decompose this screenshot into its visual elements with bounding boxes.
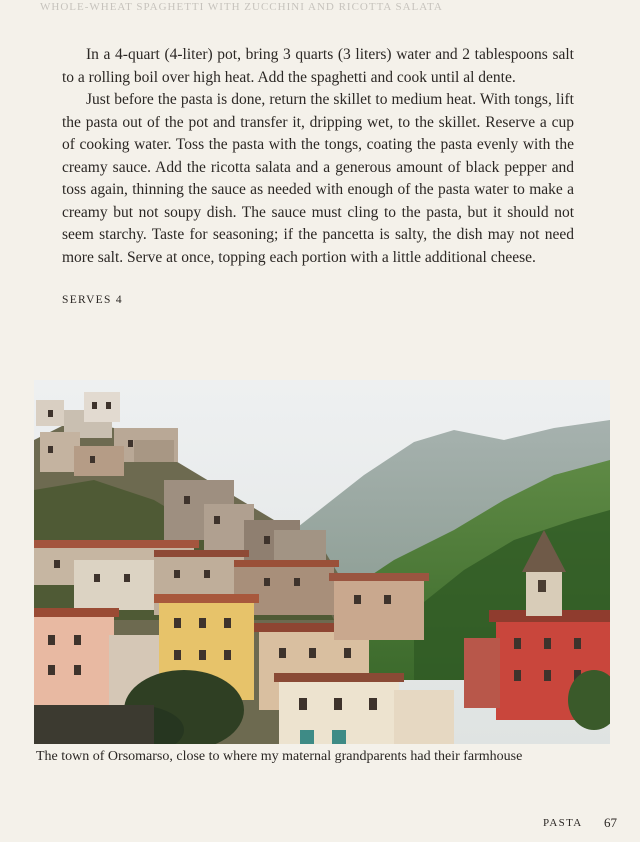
recipe-body (62, 44, 574, 269)
paragraph-toss-pasta: Just before the pasta is done, return the skillet to medium heat. With tongs, lift the pasta out of the pot and transfer it, dripping wet, to the skillet. Reserve a cup of cooking water. Toss the pasta with the tongs, coating the pasta evenly with the creamy sauce. Add the ricotta salata and a generous amount of black pepper and toss again, thinning the sauce as needed with enough of the pasta water to make a creamy but not soupy dish. The sauce must cling to the pasta, but it should not seem starchy. Taste for seasoning; if the pancetta is salty, the dish may not need more salt. Serve at once, topping each portion with a little additional cheese. (62, 91, 574, 266)
town-photo (34, 380, 610, 744)
paragraph-boil-pasta: In a 4-quart (4-liter) pot, bring 3 quarts (3 liters) water and 2 tablespoons salt to a rolling boil over high heat. Add the spaghetti and cook until al dente. (62, 46, 574, 86)
bleed-through-header: WHOLE-WHEAT SPAGHETTI WITH ZUCCHINI AND RICOTTA SALATA (40, 1, 443, 13)
serves-label: SERVES 4 (62, 294, 123, 306)
photo-caption: The town of Orsomarso, close to where my maternal grandparents had their farmhouse (36, 749, 523, 764)
page-number: 67 (604, 815, 617, 830)
footer-section-title: PASTA (543, 817, 583, 829)
